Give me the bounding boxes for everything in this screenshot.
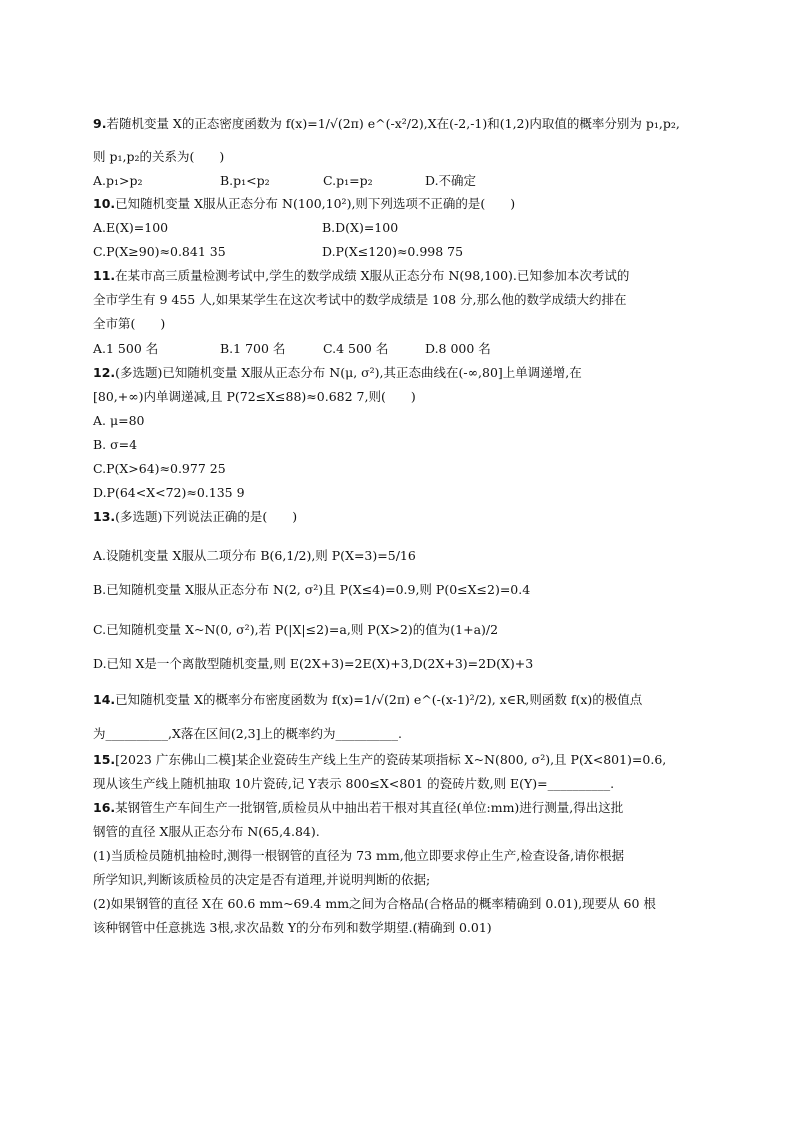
q11-option-d: D.8 000 名: [425, 341, 491, 356]
q14-line1: 14.已知随机变量 X的概率分布密度函数为 f(x)=1/√(2π) e^(-(x-1)²/2), x∈R,则函数 f(x)的极值点: [93, 692, 643, 707]
q16-line1: 16.某钢管生产车间生产一批钢管,质检员从中抽出若干根对其直径(单位:mm)进行测量,得出这批: [93, 800, 624, 815]
q11-line3: 全市第( ): [93, 316, 166, 331]
q15-line2: 现从该生产线上随机抽取 10片瓷砖,记 Y表示 800≤X<801 的瓷砖片数,则 E(Y)=__________.: [93, 776, 615, 791]
q13-line1: 13.(多选题)下列说法正确的是( ): [93, 509, 298, 524]
q13-option-d: D.已知 X是一个离散型随机变量,则 E(2X+3)=2E(X)+3,D(2X+3)=2D(X)+3: [93, 656, 534, 671]
q16-line6: 该种钢管中任意挑选 3根,求次品数 Y的分布列和数学期望.(精确到 0.01): [93, 920, 492, 935]
q16-number: 16.: [93, 800, 116, 815]
q10-option-c: C.P(X≥90)≈0.841 35: [93, 244, 226, 259]
q15-line1: 15.[2023 广东佛山二模]某企业瓷砖生产线上生产的瓷砖某项指标 X~N(800, σ²),且 P(X<801)=0.6,: [93, 752, 667, 767]
q12-option-d: D.P(64<X<72)≈0.135 9: [93, 485, 245, 500]
q15-number: 15.: [93, 752, 116, 767]
q11-option-c: C.4 500 名: [323, 341, 389, 356]
q16-line2: 钢管的直径 X服从正态分布 N(65,4.84).: [93, 824, 320, 839]
q9-number: 9.: [93, 116, 107, 131]
q9-option-b: B.p₁<p₂: [220, 173, 270, 188]
q11-line2: 全市学生有 9 455 人,如果某学生在这次考试中的数学成绩是 108 分,那么他的数学成绩大约排在: [93, 292, 627, 307]
q11-option-a: A.1 500 名: [93, 341, 159, 356]
q13-option-b: B.已知随机变量 X服从正态分布 N(2, σ²)且 P(X≤4)=0.9,则 P(0≤X≤2)=0.4: [93, 582, 531, 597]
q10-option-a: A.E(X)=100: [93, 220, 169, 235]
q9-option-a: A.p₁>p₂: [93, 173, 143, 188]
q9-line1: [93, 116, 680, 132]
q9-option-d: D.不确定: [425, 173, 477, 188]
q13-number: 13.: [93, 509, 116, 524]
q13-option-a: A.设随机变量 X服从二项分布 B(6,1/2),则 P(X=3)=5/16: [93, 548, 416, 563]
q10-option-d: D.P(X≤120)≈0.998 75: [322, 244, 464, 259]
q14-number: 14.: [93, 692, 116, 707]
q11-number: 11.: [93, 268, 116, 283]
q9-option-c: C.p₁=p₂: [323, 173, 373, 188]
q16-line4: 所学知识,判断该质检员的决定是否有道理,并说明判断的依据;: [93, 872, 431, 887]
q11-line1: 11.在某市高三质量检测考试中,学生的数学成绩 X服从正态分布 N(98,100).已知参加本次考试的: [93, 268, 630, 283]
q16-line5: (2)如果钢管的直径 X在 60.6 mm~69.4 mm之间为合格品(合格品的概率精确到 0.01),现要从 60 根: [93, 896, 656, 911]
q13-option-c: C.已知随机变量 X~N(0, σ²),若 P(|X|≤2)=a,则 P(X>2)的值为(1+a)/2: [93, 622, 499, 637]
q10-number: 10.: [93, 196, 116, 211]
q12-option-b: B. σ=4: [93, 437, 138, 452]
q11-option-b: B.1 700 名: [220, 341, 286, 356]
q12-line1: 12.(多选题)已知随机变量 X服从正态分布 N(μ, σ²),其正态曲线在(-∞,80]上单调递增,在: [93, 365, 582, 380]
q10-line1: 10.已知随机变量 X服从正态分布 N(100,10²),则下列选项不正确的是( ): [93, 196, 516, 211]
q12-line2: [80,+∞)内单调递减,且 P(72≤X≤88)≈0.682 7,则( ): [93, 389, 416, 404]
q12-option-c: C.P(X>64)≈0.977 25: [93, 461, 226, 476]
q9-line2: 则 p₁,p₂的关系为( ): [93, 149, 225, 164]
q9-text1: 若随机变量 X的正态密度函数为 f(x)=1/√(2π) e^(-x²/2),X在(-2,-1)和(1,2)内取值的概率分别为 p₁,p₂,: [106, 116, 680, 131]
q14-line2: 为__________,X落在区间(2,3]上的概率约为__________.: [93, 726, 402, 741]
q12-number: 12.: [93, 365, 116, 380]
q10-option-b: B.D(X)=100: [322, 220, 399, 235]
q12-option-a: A. μ=80: [93, 413, 145, 428]
q16-line3: (1)当质检员随机抽检时,测得一根钢管的直径为 73 mm,他立即要求停止生产,检查设备,请你根据: [93, 848, 625, 863]
